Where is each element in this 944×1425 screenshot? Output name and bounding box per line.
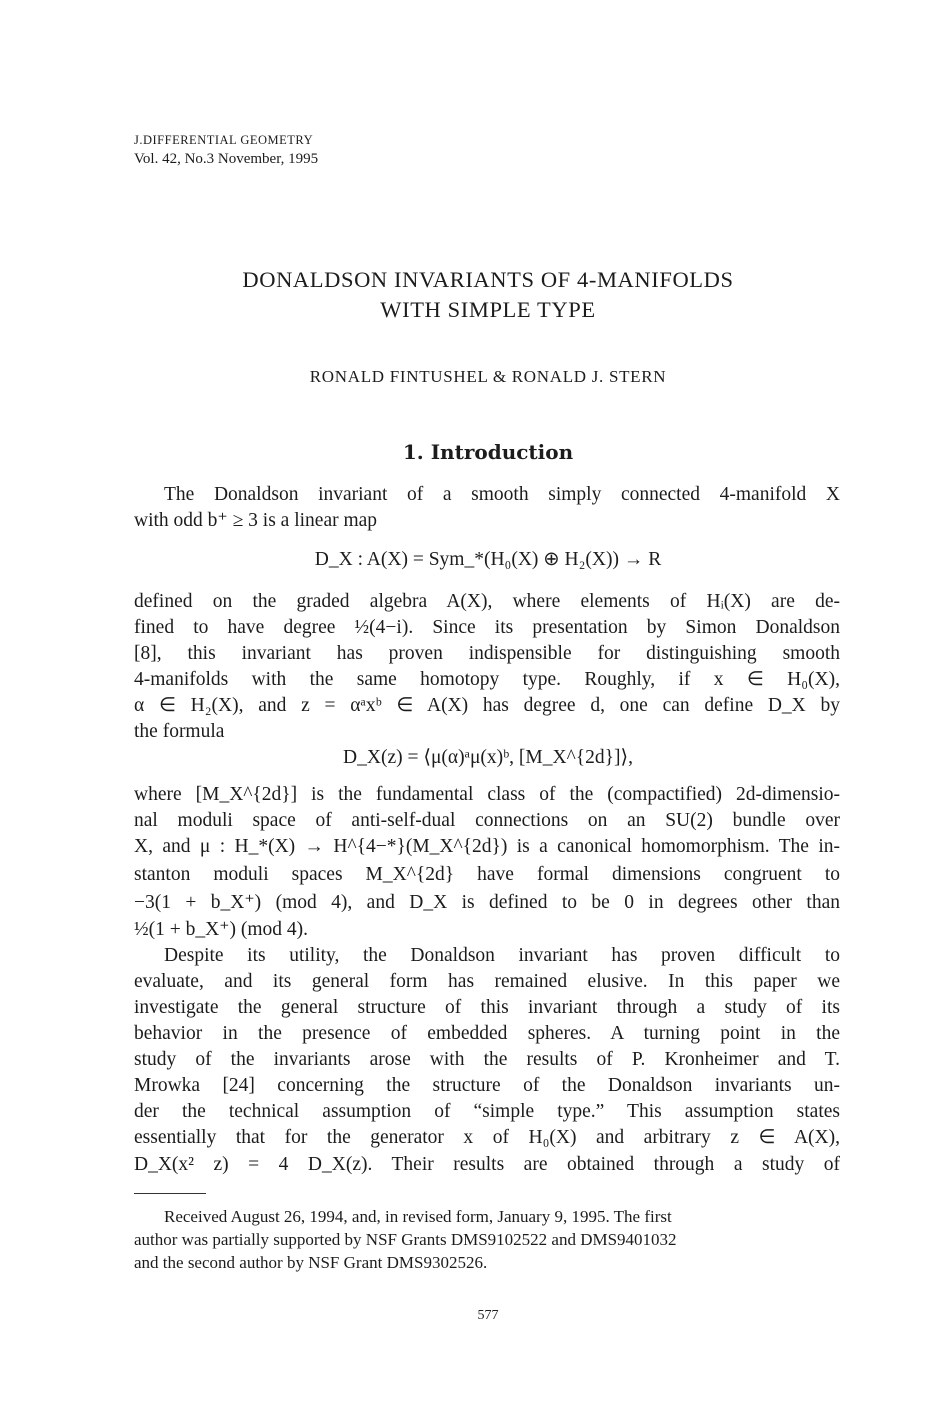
body-line: Despite its utility, the Donaldson invariant has proven difficult to — [164, 945, 840, 966]
body-line: evaluate, and its general form has remained elusive. In this paper we — [134, 971, 840, 992]
body-line: behavior in the presence of embedded spheres. A turning point in the — [134, 1023, 840, 1044]
journal-name: J.DIFFERENTIAL GEOMETRY — [134, 133, 314, 147]
body-line: X, and μ : H_*(X) → H^{4−*}(M_X^{2d}) is a canonical homomorphism. The in- — [134, 836, 840, 857]
footnote-line: Received August 26, 1994, and, in revised form, January 9, 1995. The first — [164, 1207, 672, 1226]
page-number: 577 — [477, 1308, 499, 1323]
equation-invariant-formula: D_X(z) = ⟨μ(α)ᵃμ(x)ᵇ, [M_X^{2d}]⟩, — [343, 747, 633, 768]
body-line: 4-manifolds with the same homotopy type. Roughly, if x ∈ H₀(X), — [134, 669, 840, 690]
footnote-line: author was partially supported by NSF Grants DMS9102522 and DMS9401032 — [134, 1230, 677, 1249]
body-line: ½(1 + b_X⁺) (mod 4). — [134, 919, 309, 940]
body-line: where [M_X^{2d}] is the fundamental class of the (compactified) 2d-dimensio- — [134, 784, 840, 805]
body-line: investigate the general structure of this invariant through a study of its — [134, 997, 840, 1018]
equation-donaldson-map: D_X : A(X) = Sym_*(H₀(X) ⊕ H₂(X)) → R — [314, 549, 662, 570]
body-line: stanton moduli spaces M_X^{2d} have formal dimensions congruent to — [134, 864, 840, 885]
footnote-line: and the second author by NSF Grant DMS9302526. — [134, 1253, 488, 1272]
body-line: [8], this invariant has proven indispensible for distinguishing smooth — [134, 643, 840, 664]
footnote-rule — [134, 1193, 206, 1194]
body-line: der the technical assumption of “simple type.” This assumption states — [134, 1101, 840, 1122]
body-line: the formula — [134, 721, 225, 742]
body-line: with odd b⁺ ≥ 3 is a linear map — [134, 510, 378, 531]
paper-title-line-1: DONALDSON INVARIANTS OF 4-MANIFOLDS — [242, 267, 734, 292]
section-heading: 1. Introduction — [402, 440, 574, 464]
body-line: study of the invariants arose with the results of P. Kronheimer and T. — [134, 1049, 840, 1070]
body-line: Mrowka [24] concerning the structure of the Donaldson invariants un- — [134, 1075, 840, 1096]
body-line: fined to have degree ½(4−i). Since its presentation by Simon Donaldson — [134, 617, 840, 638]
journal-volume: Vol. 42, No.3 November, 1995 — [134, 151, 319, 167]
body-line: α ∈ H₂(X), and z = αᵃxᵇ ∈ A(X) has degree d, one can define D_X by — [134, 695, 840, 716]
body-line: −3(1 + b_X⁺) (mod 4), and D_X is defined to be 0 in degrees other than — [134, 892, 840, 913]
body-line: defined on the graded algebra A(X), where elements of Hᵢ(X) are de- — [134, 591, 840, 612]
paper-title-line-2: WITH SIMPLE TYPE — [380, 297, 596, 322]
body-line: D_X(x² z) = 4 D_X(z). Their results are obtained through a study of — [134, 1154, 840, 1175]
body-line: nal moduli space of anti-self-dual connections on an SU(2) bundle over — [134, 810, 840, 831]
paper-authors: RONALD FINTUSHEL & RONALD J. STERN — [309, 367, 667, 386]
body-line: The Donaldson invariant of a smooth simply connected 4-manifold X — [164, 484, 840, 505]
body-line: essentially that for the generator x of H₀(X) and arbitrary z ∈ A(X), — [134, 1127, 840, 1148]
